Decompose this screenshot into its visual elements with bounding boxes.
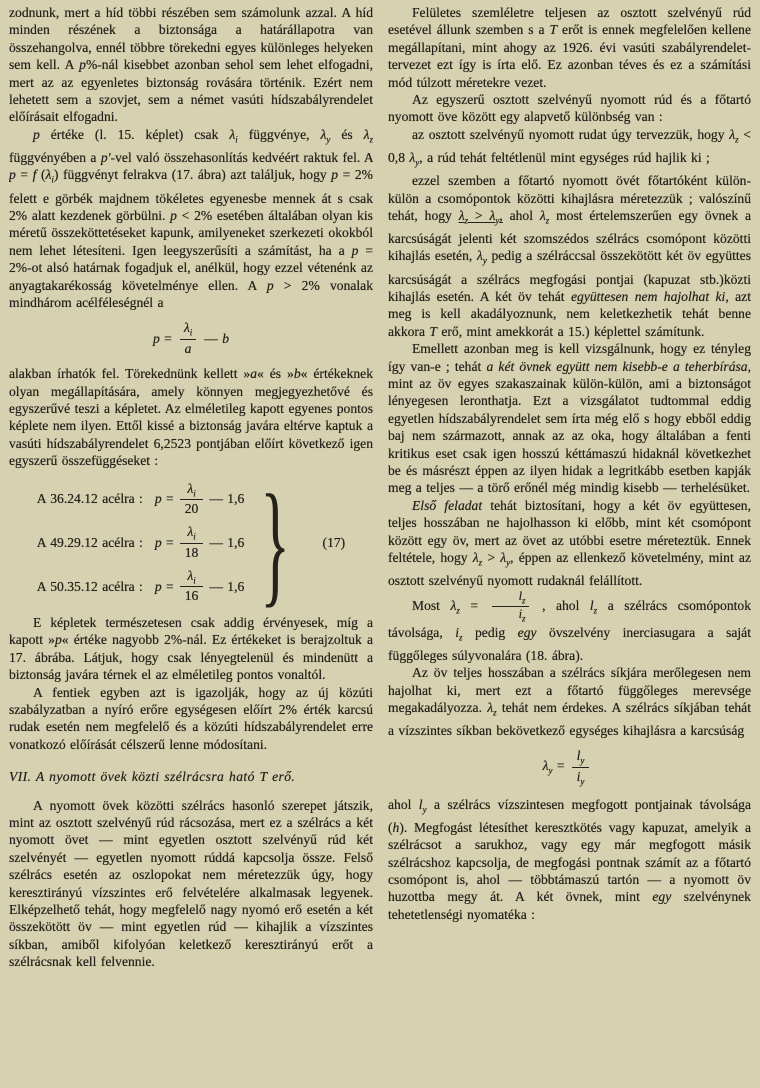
fraction-denominator: 20 bbox=[180, 499, 204, 517]
fraction bbox=[179, 321, 197, 356]
equation-row-3 bbox=[37, 569, 245, 604]
left-paragraph-3: alakban írhatók fel. Törekednünk kellett »a« és »b« értékeknek olyan megállapítására, amely könnyen megjegyezhetővé és egyszerűvé teszi a képletet. Az elméletileg kapott egyenes pontos képlete nem ilyen. Ettől kissé a biztonság javára eltérve kaptuk a vasúti hídszabályrendelet 6,2523 pontjában előírt következő igen egyszerű összefüggéseket : bbox=[9, 366, 373, 469]
equation-formula bbox=[155, 525, 244, 560]
right-paragraph-3: az osztott szelvényű nyomott rudat úgy tervezzük, hogy $\lambda_z < 0,8$ $\lambda_y$, a rúd tehát feltétlenül mint egységes rúd hajlik ki ; bbox=[388, 126, 751, 168]
formula-p-general bbox=[9, 321, 373, 356]
right-column bbox=[388, 4, 751, 1088]
steel-grade-label: A 49.29.12 acélra : bbox=[36, 535, 143, 551]
formula-lhs: p = bbox=[154, 578, 174, 594]
fraction-numerator: $\lambda_i$ bbox=[187, 524, 196, 543]
right-paragraph-8: Az öv teljes hosszában a szélrács síkjára merőlegesen nem hajolhat ki, mert ezt a főtartó függőleges merevsége megakadályozza. $\lambda_z$ tehát nem érdekes. A szélrács síkjában tehát a vízszintes síkban bekövetkező egységes kihajlásra a karcsúság bbox=[388, 665, 751, 739]
equation-row-1 bbox=[37, 482, 245, 517]
left-paragraph-4: E képletek természetesen csak addig érvényesek, míg a kapott »p« értéke nagyobb 2%-nál. Ez értékeket is berajzoltuk a 17. ábrába. Látjuk, hogy csak lényegtelenül és mindenütt a biztonság javára térnek el az elméletileg pontos vonaltól. bbox=[9, 614, 373, 683]
right-paragraph-2: Az egyszerű osztott szelvényű nyomott rúd és a főtartó nyomott öve között egy alapvető különbség van : bbox=[388, 92, 751, 125]
equation-number: (17) bbox=[322, 535, 346, 551]
left-paragraph-5: A fentiek egyben azt is igazolják, hogy az új közúti szabályzatban a nyíró erőre egységesen előírt 2% érték karcsú rudak esetén nem megfelelő és a közúti hídszabályrendelet erre vonatkozó előírását célszerű lenne módosítani. bbox=[9, 684, 373, 752]
fraction-numerator: $\lambda_i$ bbox=[183, 320, 193, 339]
formula-rhs: — b bbox=[204, 331, 230, 347]
left-paragraph-2: p értéke (l. 15. képlet) csak $\lambda_i$ függvénye, $\lambda_y$ és $\lambda_z$ függvényében a p'-vel való összehasonlítás kedvéért raktuk fel. A p = f $(\lambda_i)$ függvényt felrakva (17. ábra) azt találjuk, hogy p = 2% felett e görbék majdnem tökéletes egyenesbe mennek át s csak 2% alatt kezdenek görbülni. p < 2% esetében általában olyan kis méretű összeköttetéseket kapunk, amilyeneket szerkezeti okokból nem lehet létesíteni. Igen leegyszerűsíti a számítást, ha a p = 2%-ot alsó határnak fogadjuk el, anélkül, hogy ezzel vétenénk az anyagtakarékosság követelménye ellen. A p > 2% vonalak mindhárom acélféleségnél a bbox=[9, 126, 373, 310]
right-paragraph-1: Felületes szemléletre teljesen az osztott szelvényű rúd esetével állunk szemben s a T erőt is ennek megfelelően kellene megállapítani, mint ahogy az 1926. évi vasúti szabályrendelet-tervezet ezt így is írta elő. Ez azonban téves és ez a számítási mód túlzott méretekre vezet. bbox=[388, 5, 751, 90]
formula-lambda-y bbox=[388, 749, 751, 786]
fraction bbox=[180, 569, 204, 604]
equation-group-17 bbox=[9, 466, 373, 620]
fraction-denominator: a bbox=[180, 339, 197, 357]
right-paragraph-7: Most $\lambda_z$ = $\frac{l_z}{i_z}$ , ahol $l_z$ a szélrács csomópontok távolsága, $i_z$ pedig egy övszelvény inerciasugara a saját függőleges súlyvonalára (18. ábra). bbox=[388, 588, 751, 663]
section-heading-vii: VII. A nyomott övek közti szélrácsra ható T erő. bbox=[9, 769, 296, 785]
steel-grade-label: A 36.24.12 acélra : bbox=[36, 491, 143, 507]
fraction-denominator: 18 bbox=[180, 543, 204, 561]
fraction-denominator: 16 bbox=[180, 586, 204, 604]
equation-formula bbox=[155, 569, 244, 604]
right-paragraph-9: ahol $l_y$ a szélrács vízszintesen megfogott pontjainak távolsága (h). Megfogást létesíthet keresztkötés vagy kapuzat, amelyik a szélrácsot a sarukhoz, vagy egy már megfogott másik szélrácshoz kapcsolja, de megfogási pontnak számít az a főtartó csomópont is, ahol — többtámaszú tartón — a nyomott öv huzottba megy át. A két övnek, mint egy szelvénynek tehetetlenségi nyomatéka : bbox=[388, 796, 751, 922]
equation-rows bbox=[37, 482, 245, 604]
formula-lhs: p = bbox=[154, 535, 174, 551]
equation-row-2 bbox=[37, 525, 245, 560]
right-paragraph-4: ezzel szemben a főtartó nyomott övét főtartóként külön-külön a csomópontok közötti kihajlásra méretezzük ; valószínű tehát, hogy $\lambda_z > \lambda_y$, ahol $\lambda_z$ most értelemszerűen egy övnek a karcsúságát jelenti két szomszédos szélrács csomópont közötti kihajlás esetén, $\lambda_y$ pedig a szélráccsal összekötött két öv együttes karcsúságát a szélrács megfogási pontjai (kapuzat stb.)közti kihajlás esetén. A két öv tehát együttesen nem hajolhat ki, azt meg is kell akadályoznunk, nem keletkezhetik tehát benne akkora T erő, mint amekkorát a 15.) képlettel számítunk. bbox=[388, 173, 751, 339]
steel-grade-label: A 50.35.12 acélra : bbox=[36, 578, 143, 594]
fraction-numerator: $\lambda_i$ bbox=[187, 568, 196, 586]
fraction-denominator: $i_y$ bbox=[572, 767, 590, 787]
formula-lhs: $\lambda_y$ = bbox=[542, 757, 565, 776]
left-paragraph-6: A nyomott övek közötti szélrács hasonló szerepet játszik, mint az osztott szelvényű rúd rácsozása, mert ez a szélrács a két nyomott övet — mint egyetlen osztott szelvényű rúd két szelvényét — egyetlen nyomott rúddá kapcsolja össze. Felső szélrács esetén az oszlopokat nem méretezzük úgy, hogy keresztirányú vízszintes erő felvételére alkalmasak legyenek. Elképzelhető tehát, hogy megfelelő nagy nyomó erő esetén a két összekötött öv — mint egyetlen rúd — kihajlik a vízszintes síkban, amiből kifolyóan keletkező keresztirányú erőt a szélrácsnak kell felvennie. bbox=[9, 797, 373, 970]
formula-rhs: — 1,6 bbox=[209, 578, 245, 594]
formula-lhs: p = bbox=[152, 331, 172, 347]
right-paragraph-6: Első feladat tehát biztosítani, hogy a két öv együttesen, teljes hosszában ne hajolhasson ki előbb, mint két csomópont között egy öv, mert az övet az utóbbi esetre méreteztük. Ennek feltétele, hogy $\lambda_z > \lambda_y$, éppen az ellenkező követelmény, mint az osztott szelvényű nyomott rudaknál felállított. bbox=[388, 497, 751, 589]
fraction bbox=[572, 749, 590, 786]
right-paragraph-5: Emellett azonban meg is kell vizsgálnunk, hogy ez tényleg így van-e ; tehát a két övnek együtt nem kisebb-e a teherbírása, mint az öv egyes szakaszainak külön-külön, ami a biztonságot lényegesen leronthatja. Ezt a vizsgálatot tudtommal eddig egyetlen hídszabályrendelet sem írta még elő s hogy ebből eddig baj nem származott, annak az az oka, hogy általában a fenti kritikus eset csak igen hosszú kéttámaszú hidaknál következhet be és másrészt éppen az ilyen hidak a legritkább esetben kapják meg a teljes — a törő erőnél még mindig kisebb — terhelésüket. bbox=[388, 341, 751, 496]
equation-brace: } bbox=[260, 466, 291, 620]
fraction bbox=[180, 482, 204, 517]
formula-lhs: p = bbox=[154, 491, 174, 507]
fraction bbox=[180, 525, 204, 560]
equation-formula bbox=[155, 482, 244, 517]
formula-rhs: — 1,6 bbox=[209, 535, 245, 551]
formula-rhs: — 1,6 bbox=[209, 491, 245, 507]
left-column bbox=[9, 4, 373, 1088]
fraction-numerator: $\lambda_i$ bbox=[187, 480, 196, 499]
fraction-numerator: $l_y$ bbox=[576, 748, 585, 767]
left-paragraph-1: zodnunk, mert a híd többi részében sem számolunk azzal. A híd minden részének a biztonsága a határállapotra van összehangolva, ennél többre törekedni egyes különleges helyeken sem kell. A p%-nál kisebbet azonban sehol sem lehet elfogadni, mert az az egyenletes biztonság rovására történik. Ezért nem lehetett sem a szovjet, sem a német vasúti hídszabályrendelet előírásait elfogadni. bbox=[9, 5, 373, 125]
